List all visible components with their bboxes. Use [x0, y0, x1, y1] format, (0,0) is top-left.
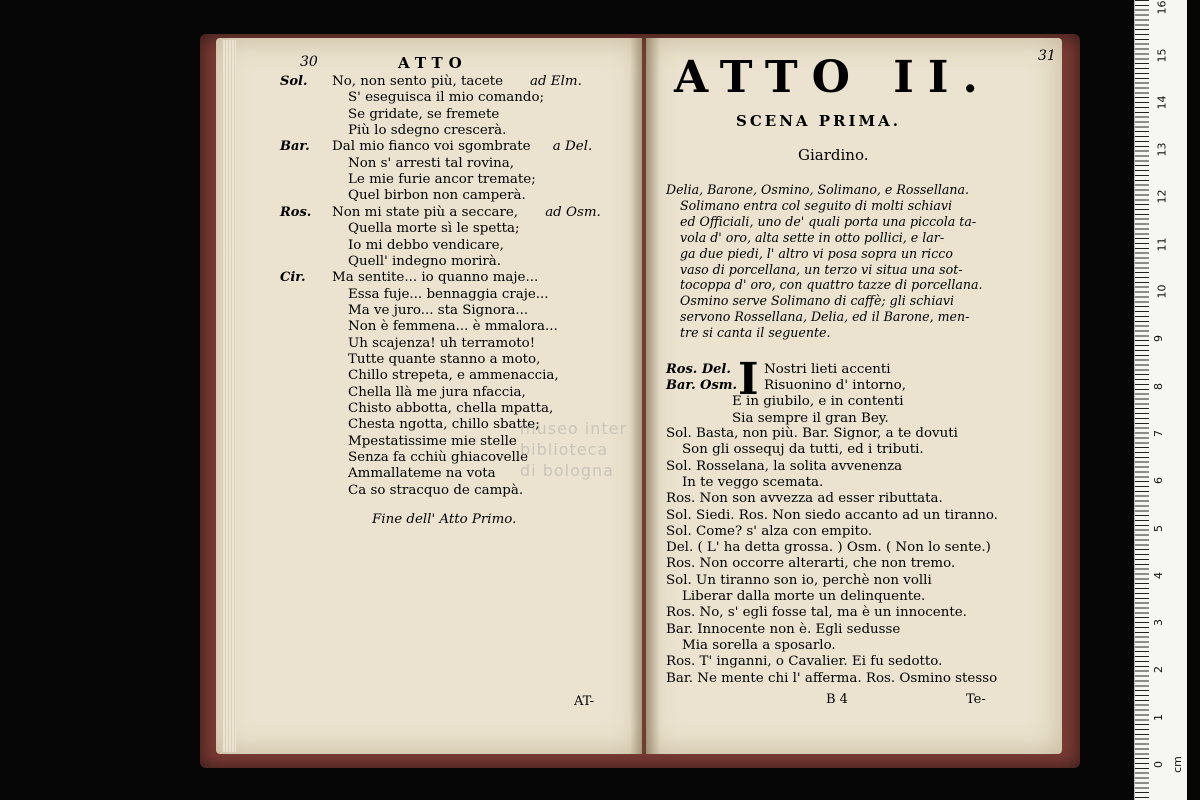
ruler-number: 15	[1155, 48, 1169, 62]
dialogue-line: Sol. Basta, non più. Bar. Signor, a te dovuti	[666, 426, 958, 441]
verse-line: Non è femmena... è mmalora...	[348, 319, 558, 335]
right-catchword: Te-	[966, 692, 986, 707]
verse-line: Non mi state più a seccare,	[332, 204, 519, 220]
ruler-number: 16	[1155, 0, 1169, 15]
chorus-line: Sia sempre il gran Bey.	[732, 410, 889, 426]
speaker-label: Ros. Del.	[666, 362, 731, 377]
dialogue-line: Ros. Non son avvezza ad esser ributtata.	[666, 491, 943, 507]
ruler-number: 2	[1152, 666, 1165, 674]
ruler-number: 8	[1152, 382, 1165, 390]
chorus-line: Risuonino d' intorno,	[764, 378, 906, 394]
verse-line: Quell' indegno morirà.	[348, 253, 502, 269]
verse-line: Le mie furie ancor tremate;	[348, 172, 536, 188]
left-page-number: 30	[300, 54, 318, 70]
verse-line: Ma ve juro... sta Signora...	[348, 302, 529, 318]
ruler-number: 13	[1155, 142, 1169, 157]
verse-line: Ma sentite... io quanno maje...	[332, 270, 539, 286]
dialogue-line: Ros. T' inganni, o Cavalier. Ei fu sedotto.	[666, 654, 943, 670]
ruler-ticks	[1135, 0, 1149, 800]
stage-line: vola d' oro, alta sette in otto pollici, e lar-	[680, 229, 945, 245]
page-edges	[222, 40, 236, 752]
dialogue-line: Son gli ossequj da tutti, ed i tributi.	[682, 442, 924, 458]
stage-line: Osmino serve Solimano di caffè; gli schiavi	[680, 293, 955, 309]
stage-line: vaso di porcellana, un terzo vi situa una sot-	[680, 261, 963, 277]
ruler-number: 4	[1152, 571, 1165, 579]
speaker-label: Bar.	[280, 139, 310, 155]
verse-line: Quella morte sì le spetta;	[348, 221, 520, 237]
verse-line: Dal mio fianco voi sgombrate	[332, 139, 531, 155]
verse-line: Non s' arresti tal rovina,	[348, 155, 515, 171]
stage-line: Solimano entra col seguito di molti schiavi	[680, 197, 953, 213]
verse-line: Quel birbon non camperà.	[348, 188, 526, 204]
verse-line: Chesta ngotta, chillo sbatte;	[348, 417, 540, 433]
stage-note: ad Elm.	[530, 74, 582, 89]
watermark-line: biblioteca	[520, 440, 609, 459]
dialogue-line: Sol. Siedi. Ros. Non siedo accanto ad un tiranno.	[666, 507, 998, 523]
signature-mark: B 4	[826, 692, 848, 707]
dialogue-line: Sol. Un tiranno son io, perchè non volli	[666, 572, 932, 588]
verse-line: Ammallateme na vota	[348, 466, 496, 482]
ruler-number: 5	[1152, 524, 1165, 532]
book-gutter	[630, 38, 660, 754]
right-page-number: 31	[1038, 48, 1056, 64]
scene-title: SCENA PRIMA.	[736, 112, 902, 130]
watermark-line: di bologna	[520, 461, 614, 480]
stage-line: ed Officiali, uno de' quali porta una piccola ta-	[680, 213, 977, 229]
dialogue-line: Del. ( L' ha detta grossa. ) Osm. ( Non lo sente.)	[666, 540, 991, 556]
dialogue-line: Sol. Come? s' alza con empito.	[666, 523, 873, 539]
act-title: ATTO II.	[674, 52, 992, 103]
chorus-line: E in giubilo, e in contenti	[732, 394, 904, 410]
ruler-number: 3	[1152, 619, 1165, 627]
stage-line: ga due piedi, l' altro vi posa sopra un ricco	[680, 245, 953, 261]
ruler-number: 0	[1152, 761, 1165, 768]
speaker-label: Sol.	[280, 74, 308, 89]
dialogue-line: Bar. Innocente non è. Egli sedusse	[666, 621, 901, 637]
verse-line: Chisto abbotta, chella mpatta,	[348, 401, 554, 416]
ruler-number: 9	[1152, 335, 1165, 343]
ruler-unit: cm	[1170, 756, 1184, 773]
watermark-line: museo inter	[520, 419, 628, 438]
verse-line: Più lo sdegno crescerà.	[348, 123, 507, 139]
ruler-number: 7	[1152, 429, 1165, 437]
left-catchword: AT-	[574, 694, 595, 709]
verse-line: No, non sento più, tacete	[332, 74, 504, 89]
dialogue-line: Ros. No, s' egli fosse tal, ma è un innocente.	[666, 605, 967, 621]
ruler-number: 14	[1155, 95, 1169, 110]
stage-note: ad Osm.	[545, 204, 601, 220]
drop-cap: I	[738, 354, 759, 405]
speaker-label: Bar. Osm.	[666, 378, 738, 394]
library-watermark	[520, 418, 627, 481]
running-head: ATTO	[398, 54, 468, 72]
measurement-ruler	[1134, 0, 1187, 800]
verse-line: Uh scajenza! uh terramoto!	[348, 335, 536, 351]
ruler-number: 6	[1152, 477, 1165, 485]
verse-line: Chella llà me jura nfaccia,	[348, 384, 526, 400]
verse-line: Ca so stracquo de campà.	[348, 482, 524, 498]
dialogue-line: Mia sorella a sposarlo.	[682, 637, 836, 653]
stage-line: Delia, Barone, Osmino, Solimano, e Rossellana.	[666, 182, 970, 197]
ruler-number: 11	[1155, 237, 1169, 252]
verse-line: Essa fuje... bennaggia craje...	[348, 286, 549, 302]
ruler-number: 12	[1155, 189, 1169, 204]
stage-note: a Del.	[552, 139, 593, 155]
dialogue-line: Liberar dalla morte un delinquente.	[682, 589, 926, 604]
end-of-act-note: Fine dell' Atto Primo.	[372, 512, 517, 527]
verse-line: Io mi debbo vendicare,	[348, 237, 504, 253]
dialogue-line: Bar. Ne mente chi l' afferma. Ros. Osmino stesso	[666, 670, 998, 686]
ruler-number: 10	[1155, 284, 1169, 299]
dialogue-line: Ros. Non occorre alterarti, che non tremo.	[666, 556, 956, 572]
stage-line: tre si canta il seguente.	[680, 325, 831, 341]
verse-line: Mpestatissime mie stelle	[348, 433, 517, 449]
dialogue-line: In te veggo scemata.	[682, 474, 824, 490]
verse-line: S' eseguisca il mio comando;	[348, 90, 545, 106]
stage-line: tocoppa d' oro, con quattro tazze di porcellana.	[680, 277, 983, 293]
dialogue-line: Sol. Rosselana, la solita avvenenza	[666, 458, 903, 474]
stage-line: servono Rossellana, Delia, ed il Barone, men-	[680, 309, 970, 325]
scene-place: Giardino.	[798, 146, 869, 164]
verse-line: Tutte quante stanno a moto,	[348, 351, 541, 367]
verse-line: Se gridate, se fremete	[348, 106, 500, 122]
ruler-number: 1	[1152, 713, 1165, 721]
chorus-line: Nostri lieti accenti	[764, 362, 891, 377]
verse-line: Chillo strepeta, e ammenaccia,	[348, 368, 559, 384]
verse-line: Senza fa cchiù ghiacovelle	[348, 450, 529, 466]
speaker-label: Ros.	[280, 204, 312, 220]
speaker-label: Cir.	[280, 270, 306, 286]
